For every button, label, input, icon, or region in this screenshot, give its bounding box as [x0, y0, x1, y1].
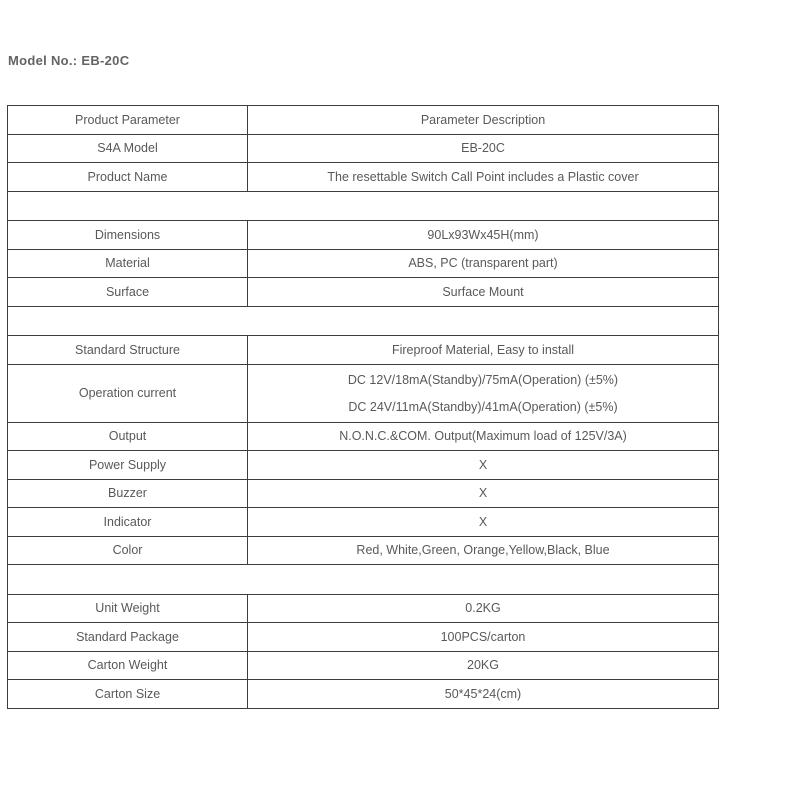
param-cell: Output: [8, 422, 248, 451]
table-row: [8, 163, 719, 192]
header-cell-parameter: Product Parameter: [8, 106, 248, 135]
empty-cell: [8, 565, 719, 595]
param-cell: Buzzer: [8, 479, 248, 508]
value-cell: 90Lx93Wx45H(mm): [248, 221, 719, 250]
param-cell: Unit Weight: [8, 594, 248, 623]
operation-current-values: [252, 365, 714, 422]
empty-cell: [8, 191, 719, 221]
param-cell: Indicator: [8, 508, 248, 537]
table-row: [8, 594, 719, 623]
value-cell: 50*45*24(cm): [248, 680, 719, 709]
value-cell: X: [248, 451, 719, 480]
param-cell: Material: [8, 249, 248, 278]
value-cell: ABS, PC (transparent part): [248, 249, 719, 278]
value-cell: N.O.N.C.&COM. Output(Maximum load of 125V/3A): [248, 422, 719, 451]
value-cell: EB-20C: [248, 134, 719, 163]
table-row: [8, 422, 719, 451]
separator-row: [8, 565, 719, 595]
param-cell: Carton Weight: [8, 651, 248, 680]
value-cell: X: [248, 479, 719, 508]
table-row: [8, 508, 719, 537]
table-row: [8, 249, 719, 278]
param-cell: Operation current: [8, 364, 248, 422]
table-row: [8, 479, 719, 508]
value-cell: Surface Mount: [248, 278, 719, 307]
value-cell: Fireproof Material, Easy to install: [248, 336, 719, 365]
param-cell: Standard Package: [8, 623, 248, 652]
separator-row: [8, 306, 719, 336]
param-cell: Standard Structure: [8, 336, 248, 365]
value-cell: [248, 364, 719, 422]
header-cell-description: Parameter Description: [248, 106, 719, 135]
value-cell: The resettable Switch Call Point includes a Plastic cover: [248, 163, 719, 192]
table-row: [8, 680, 719, 709]
table-row: [8, 623, 719, 652]
product-spec-table: [7, 105, 719, 709]
value-line-2: DC 24V/11mA(Standby)/41mA(Operation) (±5%): [348, 399, 618, 414]
table-row: [8, 278, 719, 307]
value-cell: 20KG: [248, 651, 719, 680]
table-row-operation-current: [8, 364, 719, 422]
value-cell: X: [248, 508, 719, 537]
table-row: [8, 336, 719, 365]
param-cell: Power Supply: [8, 451, 248, 480]
param-cell: Dimensions: [8, 221, 248, 250]
param-cell: Carton Size: [8, 680, 248, 709]
table-row: [8, 134, 719, 163]
value-cell: Red, White,Green, Orange,Yellow,Black, Blue: [248, 536, 719, 565]
empty-cell: [8, 306, 719, 336]
value-cell: 0.2KG: [248, 594, 719, 623]
param-cell: Surface: [8, 278, 248, 307]
separator-row: [8, 191, 719, 221]
value-cell: 100PCS/carton: [248, 623, 719, 652]
table-row: [8, 651, 719, 680]
value-line-1: DC 12V/18mA(Standby)/75mA(Operation) (±5%): [347, 372, 619, 387]
table-header-row: [8, 106, 719, 135]
param-cell: Product Name: [8, 163, 248, 192]
table-row: [8, 451, 719, 480]
page-title: Model No.: EB-20C: [8, 53, 130, 68]
table-row: [8, 536, 719, 565]
param-cell: S4A Model: [8, 134, 248, 163]
param-cell: Color: [8, 536, 248, 565]
table-row: [8, 221, 719, 250]
